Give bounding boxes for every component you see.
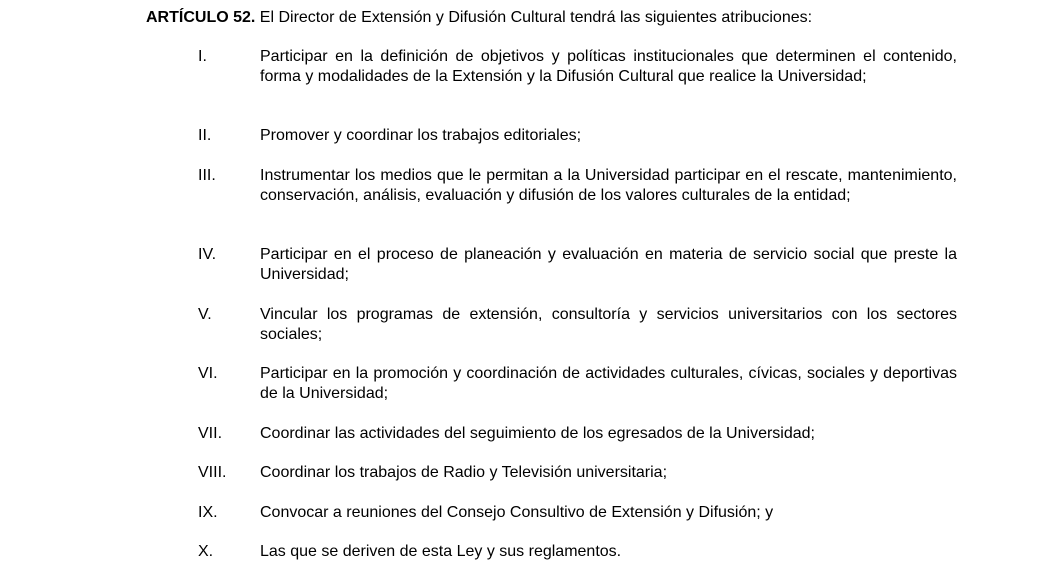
item-numeral: IX. <box>198 504 218 521</box>
item-text: Promover y coordinar los trabajos editoriales; <box>260 127 582 144</box>
item-numeral: III. <box>198 167 216 184</box>
article-label: ARTÍCULO 52. <box>146 9 256 26</box>
item-numeral: VII. <box>198 425 223 442</box>
item-numeral: V. <box>198 306 212 323</box>
item-numeral: I. <box>198 48 207 65</box>
item-numeral: II. <box>198 127 212 144</box>
item-text: Las que se deriven de esta Ley y sus reglamentos. <box>260 543 622 560</box>
item-text: Participar en la definición de objetivos y políticas institucionales que determinen el contenido, forma y modalidades de la Extensión y la Difusión Cultural que realice la Universidad; <box>260 48 957 85</box>
item-text: Instrumentar los medios que le permitan a la Universidad participar en el rescate, mantenimiento, conservación, análisis, evaluación y difusión de los valores culturales de la entidad; <box>260 167 957 204</box>
item-text: Convocar a reuniones del Consejo Consultivo de Extensión y Difusión; y <box>260 504 774 521</box>
article-heading <box>146 8 812 28</box>
item-text: Coordinar las actividades del seguimiento de los egresados de la Universidad; <box>260 425 815 442</box>
item-text: Vincular los programas de extensión, consultoría y servicios universitarios con los sectores sociales; <box>260 306 957 343</box>
item-numeral: VI. <box>198 365 218 382</box>
item-text: Coordinar los trabajos de Radio y Televisión universitaria; <box>260 464 668 481</box>
item-text: Participar en el proceso de planeación y evaluación en materia de servicio social que preste la Universidad; <box>260 246 957 283</box>
item-text: Participar en la promoción y coordinación de actividades culturales, cívicas, sociales y deportivas de la Universidad; <box>260 365 957 402</box>
article-intro: El Director de Extensión y Difusión Cultural tendrá las siguientes atribuciones: <box>259 9 813 26</box>
item-numeral: X. <box>198 543 214 560</box>
item-numeral: IV. <box>198 246 217 263</box>
item-numeral: VIII. <box>198 464 227 481</box>
